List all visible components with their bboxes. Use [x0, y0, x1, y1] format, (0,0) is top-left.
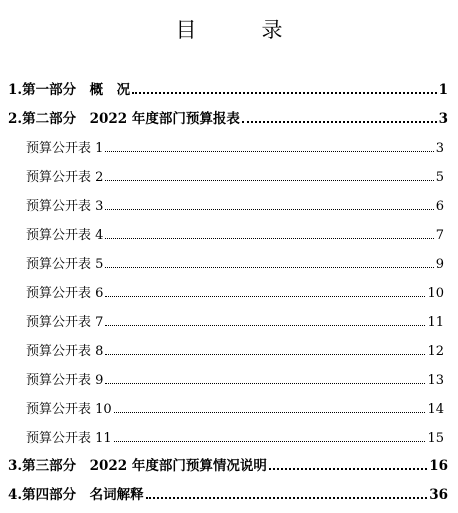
toc-entry[interactable]: [0, 250, 458, 272]
toc-entry-page: 11: [427, 315, 444, 330]
toc-dot-leader: [105, 209, 433, 210]
toc-dot-leader: [269, 468, 427, 470]
toc-dot-leader: [146, 497, 428, 499]
toc-entry-label: 预算公开表 11: [26, 431, 112, 446]
toc-dot-leader: [105, 296, 425, 297]
toc-entry-page: 6: [435, 199, 444, 214]
toc-entry-label: 预算公开表 2: [26, 170, 104, 185]
toc-dot-leader: [105, 354, 425, 355]
toc-entry-label: 预算公开表 3: [26, 199, 104, 214]
toc-dot-leader: [105, 151, 433, 152]
toc-dot-leader: [242, 121, 437, 123]
toc-entry-label: 预算公开表 8: [26, 344, 104, 359]
toc-entry-page: 3: [435, 141, 444, 156]
toc-entry-label: 预算公开表 9: [26, 373, 104, 388]
toc-entry[interactable]: [0, 192, 458, 214]
toc-entry-label: 1.第一部分 概 况: [8, 82, 131, 98]
toc-entry[interactable]: [0, 337, 458, 359]
toc-entry-page: 12: [427, 344, 444, 359]
toc-entry[interactable]: [0, 308, 458, 330]
toc-entry[interactable]: [0, 366, 458, 388]
toc-entry-page: 13: [427, 373, 444, 388]
toc-entry-label: 预算公开表 10: [26, 402, 112, 417]
toc-entry-page: 5: [435, 170, 444, 185]
toc-entry-label: 预算公开表 7: [26, 315, 104, 330]
toc-dot-leader: [105, 267, 433, 268]
toc-entry-page: 15: [427, 431, 444, 446]
toc-entry-page: 7: [435, 228, 444, 243]
toc-entry[interactable]: [0, 452, 458, 474]
toc-entry[interactable]: [0, 105, 458, 127]
toc-entry[interactable]: [0, 395, 458, 417]
toc-entry[interactable]: [0, 424, 458, 446]
toc-entry[interactable]: [0, 163, 458, 185]
toc-entry-label: 4.第四部分 名词解释: [8, 487, 144, 503]
toc-entry[interactable]: [0, 134, 458, 156]
toc-entry[interactable]: [0, 279, 458, 301]
toc-dot-leader: [105, 325, 425, 326]
toc-entry-label: 预算公开表 4: [26, 228, 104, 243]
toc-entry-label: 2.第二部分 2022 年度部门预算报表: [8, 111, 240, 127]
toc-entry-page: 10: [427, 286, 444, 301]
toc-entry-label: 预算公开表 5: [26, 257, 104, 272]
toc-entry-label: 3.第三部分 2022 年度部门预算情况说明: [8, 458, 267, 474]
toc-entry-page: 16: [429, 458, 448, 474]
toc-entry-page: 36: [429, 487, 448, 503]
toc-entry[interactable]: [0, 221, 458, 243]
toc-entry-page: 14: [427, 402, 444, 417]
toc-entry-page: 9: [435, 257, 444, 272]
toc-entry-page: 3: [438, 111, 448, 127]
toc-entry-label: 预算公开表 1: [26, 141, 104, 156]
toc-dot-leader: [132, 92, 437, 94]
toc-dot-leader: [105, 383, 425, 384]
toc-dot-leader: [114, 441, 426, 442]
toc-dot-leader: [105, 238, 433, 239]
toc-dot-leader: [114, 412, 426, 413]
toc-dot-leader: [105, 180, 433, 181]
toc-entry[interactable]: [0, 76, 458, 98]
toc-entry-page: 1: [438, 82, 448, 98]
toc-entry-label: 预算公开表 6: [26, 286, 104, 301]
page-title: 目 录: [175, 18, 305, 42]
toc-entry[interactable]: [0, 481, 458, 503]
